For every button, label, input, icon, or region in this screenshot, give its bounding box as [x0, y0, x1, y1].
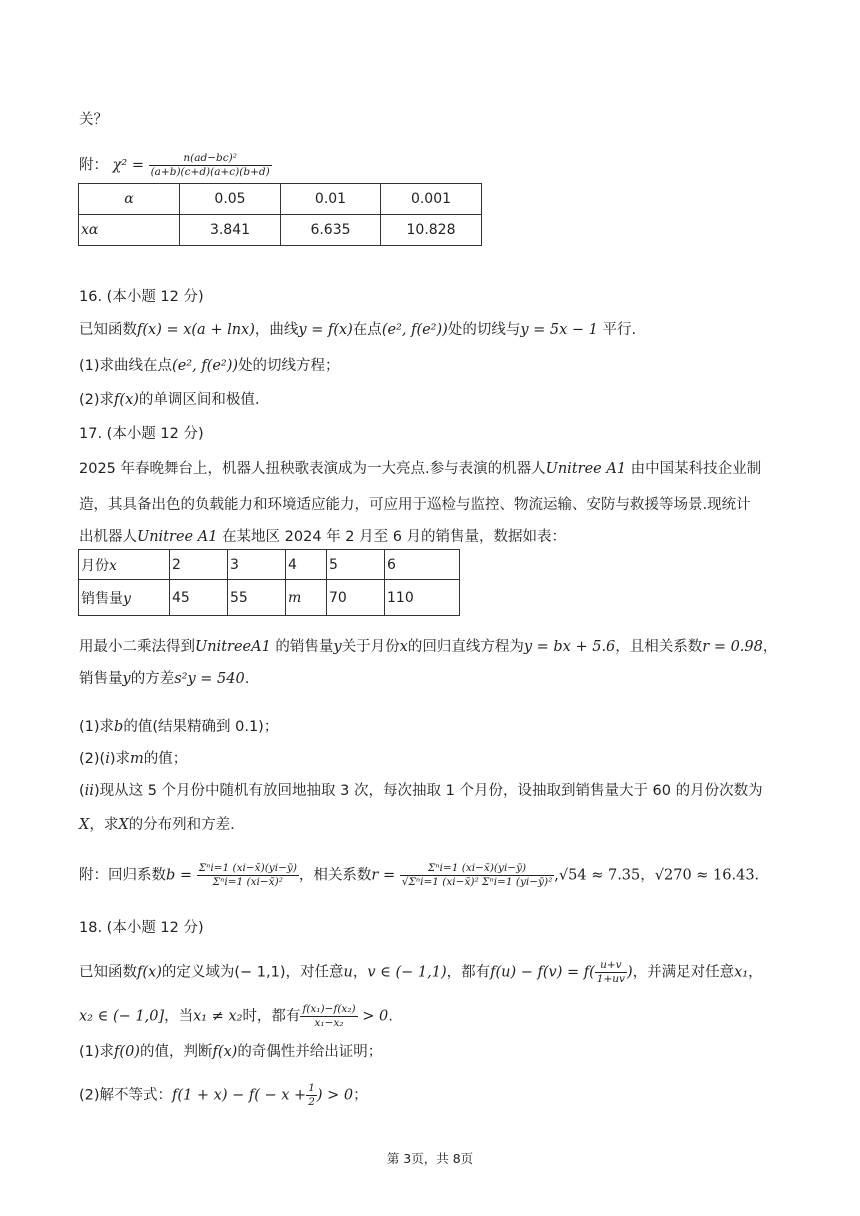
- half-denominator: 2: [308, 1096, 315, 1108]
- critical-value-table: [78, 183, 482, 246]
- math-expression: f(u) − f(v) = f(: [490, 964, 595, 981]
- text: (2)解不等式：: [79, 1087, 173, 1104]
- math-domain: v ∈ (− 1,1): [367, 964, 447, 981]
- text: 的定义域为(− 1,1)，对任意: [161, 964, 344, 981]
- math-var: X: [118, 817, 129, 833]
- sales-table: [78, 549, 460, 616]
- q17-formula-attach: [79, 862, 759, 889]
- coef-numerator: Σⁿi=1 (xi−x̄)(yi−ȳ): [198, 862, 297, 874]
- text: 的销售量: [270, 639, 334, 655]
- text: (: [79, 783, 85, 799]
- q16-header: 16. (本小题 12 分): [79, 289, 204, 305]
- robot-name: Unitree A1: [137, 529, 218, 545]
- text: ，曲线: [254, 322, 299, 338]
- table-cell: 3.841: [180, 215, 281, 246]
- math-expression: f(0): [114, 1044, 140, 1060]
- text: (2)(: [79, 751, 106, 767]
- q17-line3: [79, 527, 566, 547]
- page-footer: 第 3页，共 8页: [386, 1151, 474, 1166]
- table-row: [79, 550, 460, 580]
- math-var: X: [79, 817, 90, 833]
- math-var: b =: [166, 867, 193, 884]
- q17-line1: [79, 459, 761, 479]
- table-cell: 0.05: [180, 184, 281, 215]
- text: 处的切线与: [447, 322, 521, 338]
- text: 在点: [352, 322, 382, 338]
- text: 的单调区间和极值.: [138, 392, 260, 408]
- table-row: [79, 184, 482, 215]
- math-var: y: [122, 671, 131, 687]
- sales-header: [79, 580, 170, 616]
- math-var: ii: [84, 783, 94, 799]
- text: .: [244, 671, 250, 687]
- q18-line2: [79, 1003, 393, 1030]
- table-cell: 4: [286, 550, 327, 580]
- r-fraction: [400, 862, 555, 889]
- text: 销售量: [81, 590, 123, 607]
- q16-part2: [79, 390, 260, 410]
- q17-part2: [79, 749, 187, 769]
- text: 处的切线方程；: [238, 358, 340, 374]
- r-denominator: √Σⁿi=1 (xi−x̄)² Σⁿi=1 (yi−ȳ)²: [401, 876, 553, 888]
- text: 在某地区 2024 年 2 月至 6 月的销售量，数据如表：: [217, 529, 567, 545]
- math-condition: x₁ ≠ x₂: [193, 1008, 243, 1025]
- math-var: y: [123, 590, 131, 607]
- text: 的奇偶性并给出证明；: [237, 1044, 383, 1060]
- text: 时，都有: [242, 1008, 301, 1025]
- math-domain: x₂ ∈ (− 1,0]: [79, 1008, 165, 1025]
- text: 平行.: [597, 322, 637, 338]
- text: ，: [352, 964, 368, 981]
- x-alpha-header: xα: [79, 215, 180, 246]
- table-cell: m: [286, 580, 327, 616]
- math-function: f(x): [114, 392, 139, 408]
- text: 关于月份: [341, 639, 400, 655]
- text: 月份: [81, 557, 109, 574]
- approx-values: ,√54 ≈ 7.35，√270 ≈ 16.43.: [554, 867, 760, 884]
- table-cell: 10.828: [381, 215, 482, 246]
- q18-line1: [79, 959, 763, 986]
- r-numerator: Σⁿi=1 (xi−x̄)(yi−ȳ): [427, 862, 527, 874]
- chi-fraction: [149, 152, 272, 179]
- correlation-value: r = 0.98: [702, 639, 763, 655]
- table-row: [79, 215, 482, 246]
- coef-denominator: Σⁿi=1 (xi−x̄)²: [197, 875, 299, 889]
- math-point: (e², f(e²)): [172, 358, 239, 374]
- table-cell: 6: [385, 550, 460, 580]
- math-var: b: [114, 719, 124, 735]
- table-row: [79, 580, 460, 616]
- text: ，: [762, 639, 778, 655]
- q17-line2: 造，其具备出色的负载能力和环境适应能力，可应用于巡检与监控、物流运输、安防与救援等场景.现统计: [79, 497, 751, 513]
- table-cell: 0.01: [281, 184, 381, 215]
- math-expression: > 0: [357, 1008, 389, 1025]
- month-header: [79, 550, 170, 580]
- math-line: y = 5x − 1: [520, 322, 598, 338]
- math-var: m: [130, 751, 144, 767]
- text: 销售量: [79, 671, 123, 687]
- table-cell: 3: [228, 550, 286, 580]
- table-cell: 2: [170, 550, 228, 580]
- text: 出机器人: [79, 529, 137, 545]
- text: 的方差: [130, 671, 175, 687]
- text: .: [388, 1008, 393, 1025]
- half-numerator: 1: [308, 1082, 315, 1094]
- text: (1)求曲线在点: [79, 358, 173, 374]
- text: 的值；: [143, 751, 188, 767]
- text: ，: [748, 964, 763, 981]
- table-cell: 110: [385, 580, 460, 616]
- robot-name: UnitreeA1: [195, 639, 271, 655]
- math-curve: y = f(x): [298, 322, 353, 338]
- math-var: x: [399, 639, 408, 655]
- uv-denominator: 1+uv: [596, 973, 625, 985]
- q17-part3-cont: [79, 815, 235, 835]
- slope-fraction: [300, 1003, 357, 1030]
- q17-line5: [79, 669, 249, 689]
- math-function: f(x) = x(a + lnx): [137, 322, 255, 338]
- text: ，当: [164, 1008, 194, 1025]
- alpha-header: α: [79, 184, 180, 215]
- uv-fraction: [595, 959, 627, 986]
- q18-header: 18. (本小题 12 分): [79, 920, 204, 936]
- q17-header: 17. (本小题 12 分): [79, 426, 204, 442]
- chi-denominator: (a+b)(c+d)(a+c)(b+d): [150, 166, 270, 178]
- text: )现从这 5 个月份中随机有放回地抽取 3 次，每次抽取 1 个月份，设抽取到销售量大于 60 的月份次数为: [93, 783, 763, 799]
- q17-part3: [79, 781, 763, 801]
- slope-numerator: f(x₁)−f(x₂): [302, 1003, 356, 1015]
- math-var: u: [343, 964, 353, 981]
- text: 2025 年春晚舞台上，机器人扭秧歌表演成为一大亮点.参与表演的机器人: [79, 461, 546, 477]
- q16-stem: [79, 320, 636, 340]
- text: 的值，判断: [139, 1044, 213, 1060]
- text: (1)求: [79, 719, 115, 735]
- table-cell: 70: [327, 580, 385, 616]
- q18-part2: [79, 1082, 368, 1109]
- text: ，相关系数: [298, 867, 372, 884]
- table-cell: 6.635: [281, 215, 381, 246]
- regression-equation: y = bx + 5.6: [523, 639, 616, 655]
- math-point: (e², f(e²)): [381, 322, 448, 338]
- math-expression: ) > 0: [316, 1087, 354, 1104]
- text: 由中国某科技企业制: [626, 461, 762, 477]
- half-fraction: [306, 1082, 317, 1109]
- table-cell: 55: [228, 580, 286, 616]
- text: )求: [109, 751, 131, 767]
- math-expression: ): [626, 964, 633, 981]
- text: 的回归直线方程为: [407, 639, 524, 655]
- table-cell: 45: [170, 580, 228, 616]
- text: 已知函数: [79, 322, 137, 338]
- text: 的值(结果精确到 0.1)；: [123, 719, 279, 735]
- text: ，都有: [446, 964, 491, 981]
- chi-numerator: n(ad−bc)²: [183, 152, 237, 164]
- text: ；: [353, 1087, 368, 1104]
- text: ，且相关系数: [615, 639, 703, 655]
- math-var: x₁: [734, 964, 749, 981]
- text: 附：回归系数: [79, 867, 166, 884]
- text: 用最小二乘法得到: [79, 639, 195, 655]
- continued-text: 关？: [79, 112, 108, 128]
- table-cell: 0.001: [381, 184, 482, 215]
- text: 已知函数: [79, 964, 137, 981]
- variance-value: s²y = 540: [174, 671, 245, 687]
- math-expression: f(1 + x) − f( − x +: [172, 1087, 307, 1104]
- text: (1)求: [79, 1044, 115, 1060]
- table-cell: 5: [327, 550, 385, 580]
- chi-lhs: χ² =: [112, 157, 144, 174]
- uv-numerator: u+v: [600, 959, 622, 971]
- math-function: f(x): [137, 964, 162, 981]
- text: 的分布列和方差.: [128, 817, 235, 833]
- q17-line4: [79, 637, 777, 657]
- math-var: y: [333, 639, 342, 655]
- coef-fraction: [197, 862, 299, 889]
- math-var: x: [109, 557, 117, 574]
- text: ，求: [89, 817, 119, 833]
- math-function: f(x): [212, 1044, 238, 1060]
- text: (2)求: [79, 392, 115, 408]
- attach-label: 附：: [79, 157, 108, 174]
- text: ，并满足对任意: [632, 964, 735, 981]
- robot-name: Unitree A1: [545, 461, 627, 477]
- math-var: r =: [371, 867, 396, 884]
- slope-denominator: x₁−x₂: [300, 1016, 357, 1030]
- q16-part1: [79, 356, 340, 376]
- q17-part1: [79, 717, 278, 737]
- math-var: i: [105, 751, 110, 767]
- chi-square-formula: [79, 152, 272, 179]
- q18-part1: [79, 1042, 382, 1062]
